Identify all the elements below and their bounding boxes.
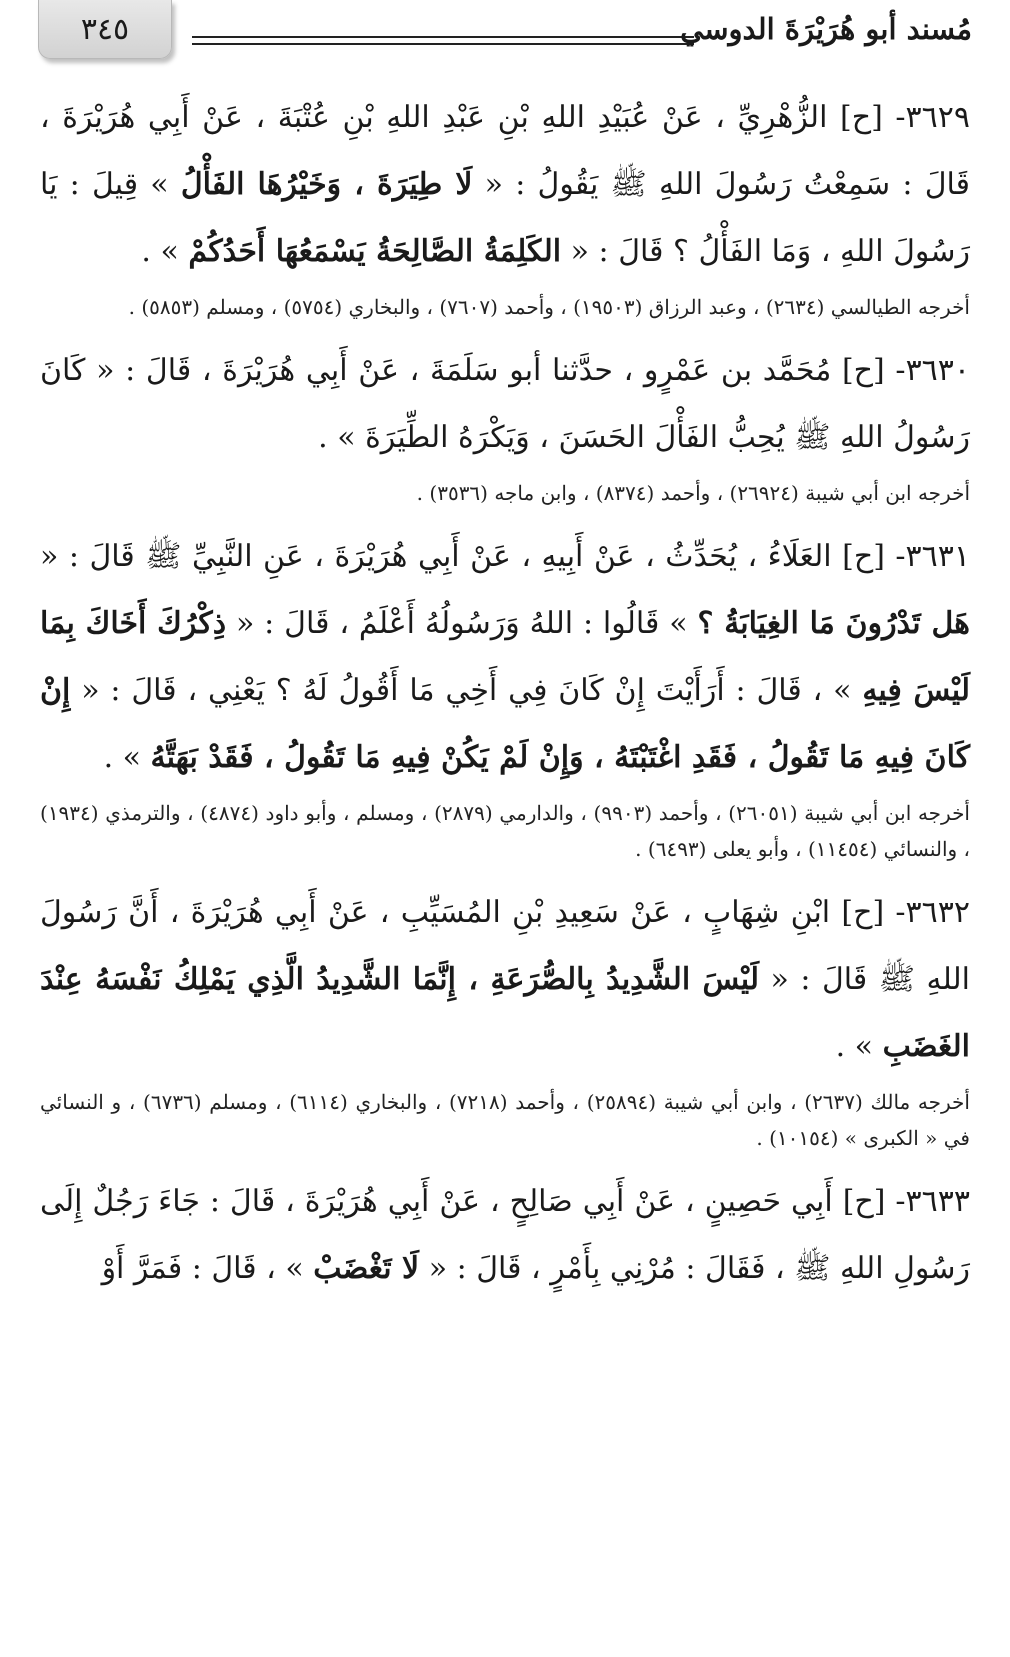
takhrij-3632: أخرجه مالك (٢٦٣٧) ، وابن أبي شيبة (٢٥٨٩٤) ، وأحمد (٧٢١٨) ، والبخاري (٦١١٤) ، ومسلم (٦٧٣٦) ، و النسائي في « الكبرى » (١٠١٥٤) . xyxy=(40,1090,970,1150)
hadith-number: ٣٦٣١- [ح] xyxy=(842,539,970,574)
takhrij-3629: أخرجه الطيالسي (٢٦٣٤) ، وعبد الرزاق (١٩٥٠٣) ، وأحمد (٧٦٠٧) ، والبخاري (٥٧٥٤) ، ومسلم (٥٨٥٣) . xyxy=(128,295,970,319)
hadith-number: ٣٦٣٣- [ح] xyxy=(842,1184,970,1219)
hadith-text: » ، قَالَ : أَرَأَيْتَ إِنْ كَانَ فِي أَخِي مَا أَقُولُ لَهُ ؟ يَعْنِي ، قَالَ : « xyxy=(81,673,852,708)
hadith-text: أَبِي حَصِينٍ ، عَنْ أَبِي صَالِحٍ ، عَنْ أَبِي هُرَيْرَةَ ، قَالَ : جَاءَ رَجُلٌ إِلَى رَسُولِ اللهِ ﷺ ، فَقَالَ : مُرْنِي بِأَمْرٍ ، قَالَ : « xyxy=(40,1184,970,1286)
hadith-text: ابْنِ شِهَابٍ ، عَنْ سَعِيدِ بْنِ المُسَيِّبِ ، عَنْ أَبِي هُرَيْرَةَ ، أَنَّ رَسُولَ اللهِ ﷺ قَالَ : « xyxy=(40,895,971,997)
hadith-text: الزُّهْرِيِّ ، عَنْ عُبَيْدِ اللهِ بْنِ عَبْدِ اللهِ بْنِ عُتْبَةَ ، عَنْ أَبِي هُرَيْرَةَ ، قَالَ : سَمِعْتُ رَسُولَ اللهِ ﷺ يَقُولُ : « xyxy=(40,100,970,202)
takhrij-3631: أخرجه ابن أبي شيبة (٢٦٠٥١) ، وأحمد (٩٩٠٣) ، والدارمي (٢٨٧٩) ، ومسلم ، وأبو داود (٤٨٧٤) ، والترمذي (١٩٣٤) ، والنسائي (١١٤٥٤) ، وأبو يعلى (٦٤٩٣) . xyxy=(40,801,970,861)
hadith-number: ٣٦٣٠- [ح] xyxy=(841,353,971,388)
hadith-3630 xyxy=(40,337,970,471)
hadith-3632 xyxy=(40,879,970,1080)
takhrij-3630: أخرجه ابن أبي شيبة (٢٦٩٢٤) ، وأحمد (٨٣٧٤) ، وابن ماجه (٣٥٣٦) . xyxy=(416,481,970,505)
hadith-matn-bold: لَيْسَ الشَّدِيدُ بِالصُّرَعَةِ ، إِنَّمَا الشَّدِيدُ الَّذِي يَمْلِكُ نَفْسَهُ عِنْدَ الغَضَبِ xyxy=(40,962,970,1064)
hadith-text: » . xyxy=(103,740,141,775)
hadith-text: » قَالُوا : اللهُ وَرَسُولُهُ أَعْلَمُ ، قَالَ : « xyxy=(235,606,688,641)
hadith-matn-bold: هَل تَدْرُونَ مَا الغِيَابَةُ ؟ xyxy=(697,606,970,641)
hadith-matn-bold: لَا تَغْضَبْ xyxy=(313,1251,420,1286)
hadith-matn-bold: إِنْ كَانَ فِيهِ مَا تَقُولُ ، فَقَدِ اغْتَبْتَهُ ، وَإِنْ لَمْ يَكُنْ فِيهِ مَا تَقُولُ ، فَقَدْ بَهَتَّهُ xyxy=(40,673,970,775)
hadith-text: » ، قَالَ : فَمَرَّ أَوْ xyxy=(101,1251,304,1286)
hadith-text: العَلَاءُ ، يُحَدِّثُ ، عَنْ أَبِيهِ ، عَنْ أَبِي هُرَيْرَةَ ، عَنِ النَّبِيِّ ﷺ قَالَ : « xyxy=(40,539,832,574)
hadith-text: » . xyxy=(835,1029,874,1064)
hadith-3629 xyxy=(40,84,970,285)
hadith-3633 xyxy=(40,1168,970,1302)
hadith-number: ٣٦٢٩- [ح] xyxy=(840,100,970,135)
page-content xyxy=(40,84,970,1302)
header-rule xyxy=(192,36,694,45)
hadith-matn-bold: ذِكْرُكَ أَخَاكَ بِمَا لَيْسَ فِيهِ xyxy=(40,606,970,708)
page-header xyxy=(0,0,1010,70)
hadith-text: » قِيلَ : يَا رَسُولَ اللهِ ، وَمَا الفَأْلُ ؟ قَالَ : « xyxy=(40,167,970,269)
page-number: ٣٤٥ xyxy=(80,11,130,47)
hadith-matn-bold: لَا طِيَرَةَ ، وَخَيْرُهَا الفَأْلُ xyxy=(180,167,473,202)
running-title: مُسند أبو هُرَيْرَةَ الدوسي xyxy=(680,12,972,46)
page-number-tab xyxy=(38,0,172,59)
hadith-matn-bold: الكَلِمَةُ الصَّالِحَةُ يَسْمَعُهَا أَحَدُكُمْ xyxy=(188,234,562,269)
hadith-number: ٣٦٣٢- [ح] xyxy=(841,895,970,930)
hadith-text: » . xyxy=(141,234,179,269)
hadith-text: مُحَمَّد بن عَمْرٍو ، حدَّثنا أبو سَلَمَةَ ، عَنْ أَبِي هُرَيْرَةَ ، قَالَ : « كَانَ رَسُولُ اللهِ ﷺ يُحِبُّ الفَأْلَ الحَسَنَ ، وَيَكْرَهُ الطِّيَرَةَ » . xyxy=(40,353,970,455)
hadith-3631 xyxy=(40,523,970,791)
